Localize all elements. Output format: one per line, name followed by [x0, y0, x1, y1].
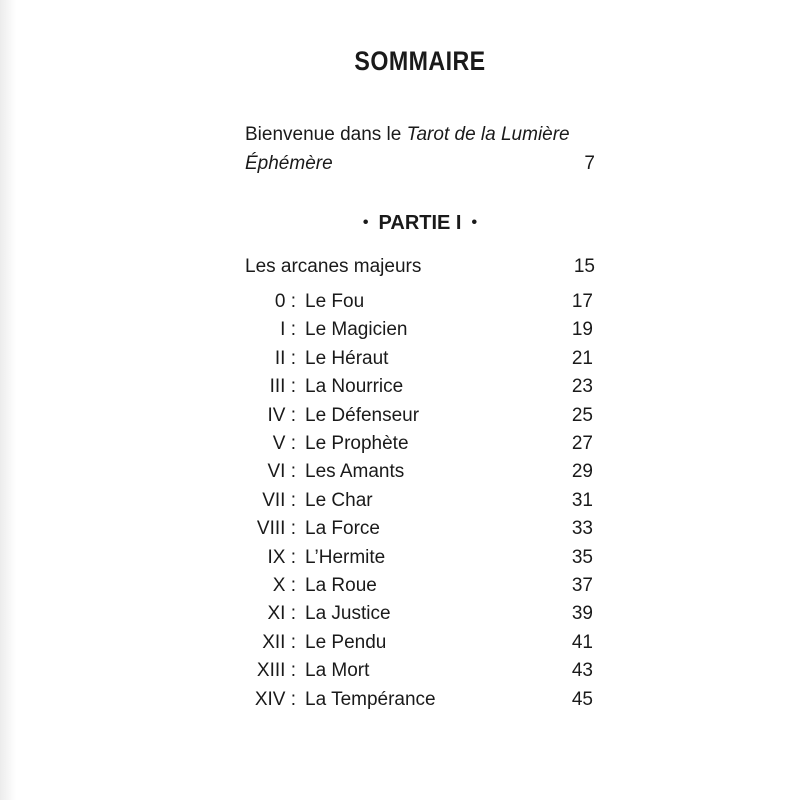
part-label: PARTIE I [378, 212, 462, 234]
arcana-name: Le Prophète [305, 433, 409, 454]
page-title: SOMMAIRE [354, 46, 486, 76]
arcana-name: La Mort [305, 660, 370, 682]
arcana-name: La Nourrice [305, 376, 404, 398]
arcana-number: XIII : [256, 660, 296, 682]
intro-entry [245, 120, 595, 178]
arcana-name: La Force [305, 518, 380, 540]
arcana-name: La Roue [305, 575, 377, 596]
page-number: 21 [571, 347, 593, 369]
intro-page-number: 7 [584, 153, 595, 174]
toc-row [0, 288, 800, 316]
toc-row [0, 572, 800, 600]
toc-row [0, 402, 800, 430]
arcana-number: XII : [262, 631, 296, 653]
arcana-number: XIV : [254, 688, 296, 710]
intro-text [245, 120, 570, 149]
toc-row [0, 487, 800, 515]
intro-title-part-2: Éphémère [245, 153, 333, 174]
page-number: 41 [571, 631, 593, 653]
arcana-name: La Tempérance [305, 688, 436, 710]
arcana-number: VI : [267, 461, 296, 483]
section-entry [245, 254, 595, 280]
arcana-number: IV : [267, 404, 296, 426]
intro-title-part-1: Tarot de la Lumière [406, 124, 570, 145]
page-number: 29 [571, 461, 593, 483]
page-number: 25 [571, 404, 593, 426]
toc-row [0, 686, 800, 714]
page-number: 31 [571, 489, 593, 511]
page-number: 37 [571, 575, 593, 596]
arcana-number: 0 : [274, 291, 296, 312]
arcana-name: La Justice [305, 603, 391, 625]
toc-row [0, 345, 800, 373]
toc-row [0, 373, 800, 401]
bullet-left: • [362, 214, 369, 231]
toc-row [0, 515, 800, 543]
bullet-right: • [471, 214, 478, 231]
page-number: 17 [571, 291, 593, 312]
page-number: 19 [571, 319, 593, 341]
page-number: 27 [571, 433, 593, 454]
arcana-number: I : [280, 319, 296, 341]
page-number: 35 [571, 546, 593, 568]
arcana-name: Le Pendu [305, 631, 387, 653]
arcana-name: Les Amants [305, 461, 405, 483]
page-number: 33 [571, 518, 593, 540]
intro-prefix: Bienvenue dans le [245, 124, 407, 145]
toc-row [0, 629, 800, 657]
intro-line-1 [245, 120, 595, 149]
intro-line-2 [245, 149, 595, 178]
page-number: 43 [571, 660, 593, 682]
arcana-name: Le Héraut [305, 347, 389, 369]
arcana-number: V : [272, 433, 296, 454]
section-page-number: 15 [573, 256, 595, 277]
toc-row [0, 544, 800, 572]
arcana-number: VII : [262, 489, 296, 511]
toc-row [0, 316, 800, 344]
arcana-number: X : [272, 575, 296, 596]
part-heading [0, 212, 800, 235]
toc-row [0, 430, 800, 458]
arcana-number: XI : [267, 603, 296, 625]
toc-row [0, 458, 800, 486]
arcana-name: Le Défenseur [305, 404, 420, 426]
arcana-number: III : [269, 376, 296, 398]
arcana-number: II : [274, 347, 296, 369]
page-number: 23 [571, 376, 593, 398]
toc-row [0, 657, 800, 685]
arcana-number: VIII : [256, 518, 296, 540]
arcana-name: Le Fou [305, 291, 365, 312]
arcana-number: IX : [267, 546, 296, 568]
page-number: 45 [571, 688, 593, 710]
arcana-name: Le Char [305, 489, 373, 511]
toc-row [0, 600, 800, 628]
arcana-name: Le Magicien [305, 319, 408, 341]
arcana-name: L’Hermite [305, 546, 386, 568]
page-number: 39 [571, 603, 593, 625]
section-label: Les arcanes majeurs [245, 256, 422, 277]
